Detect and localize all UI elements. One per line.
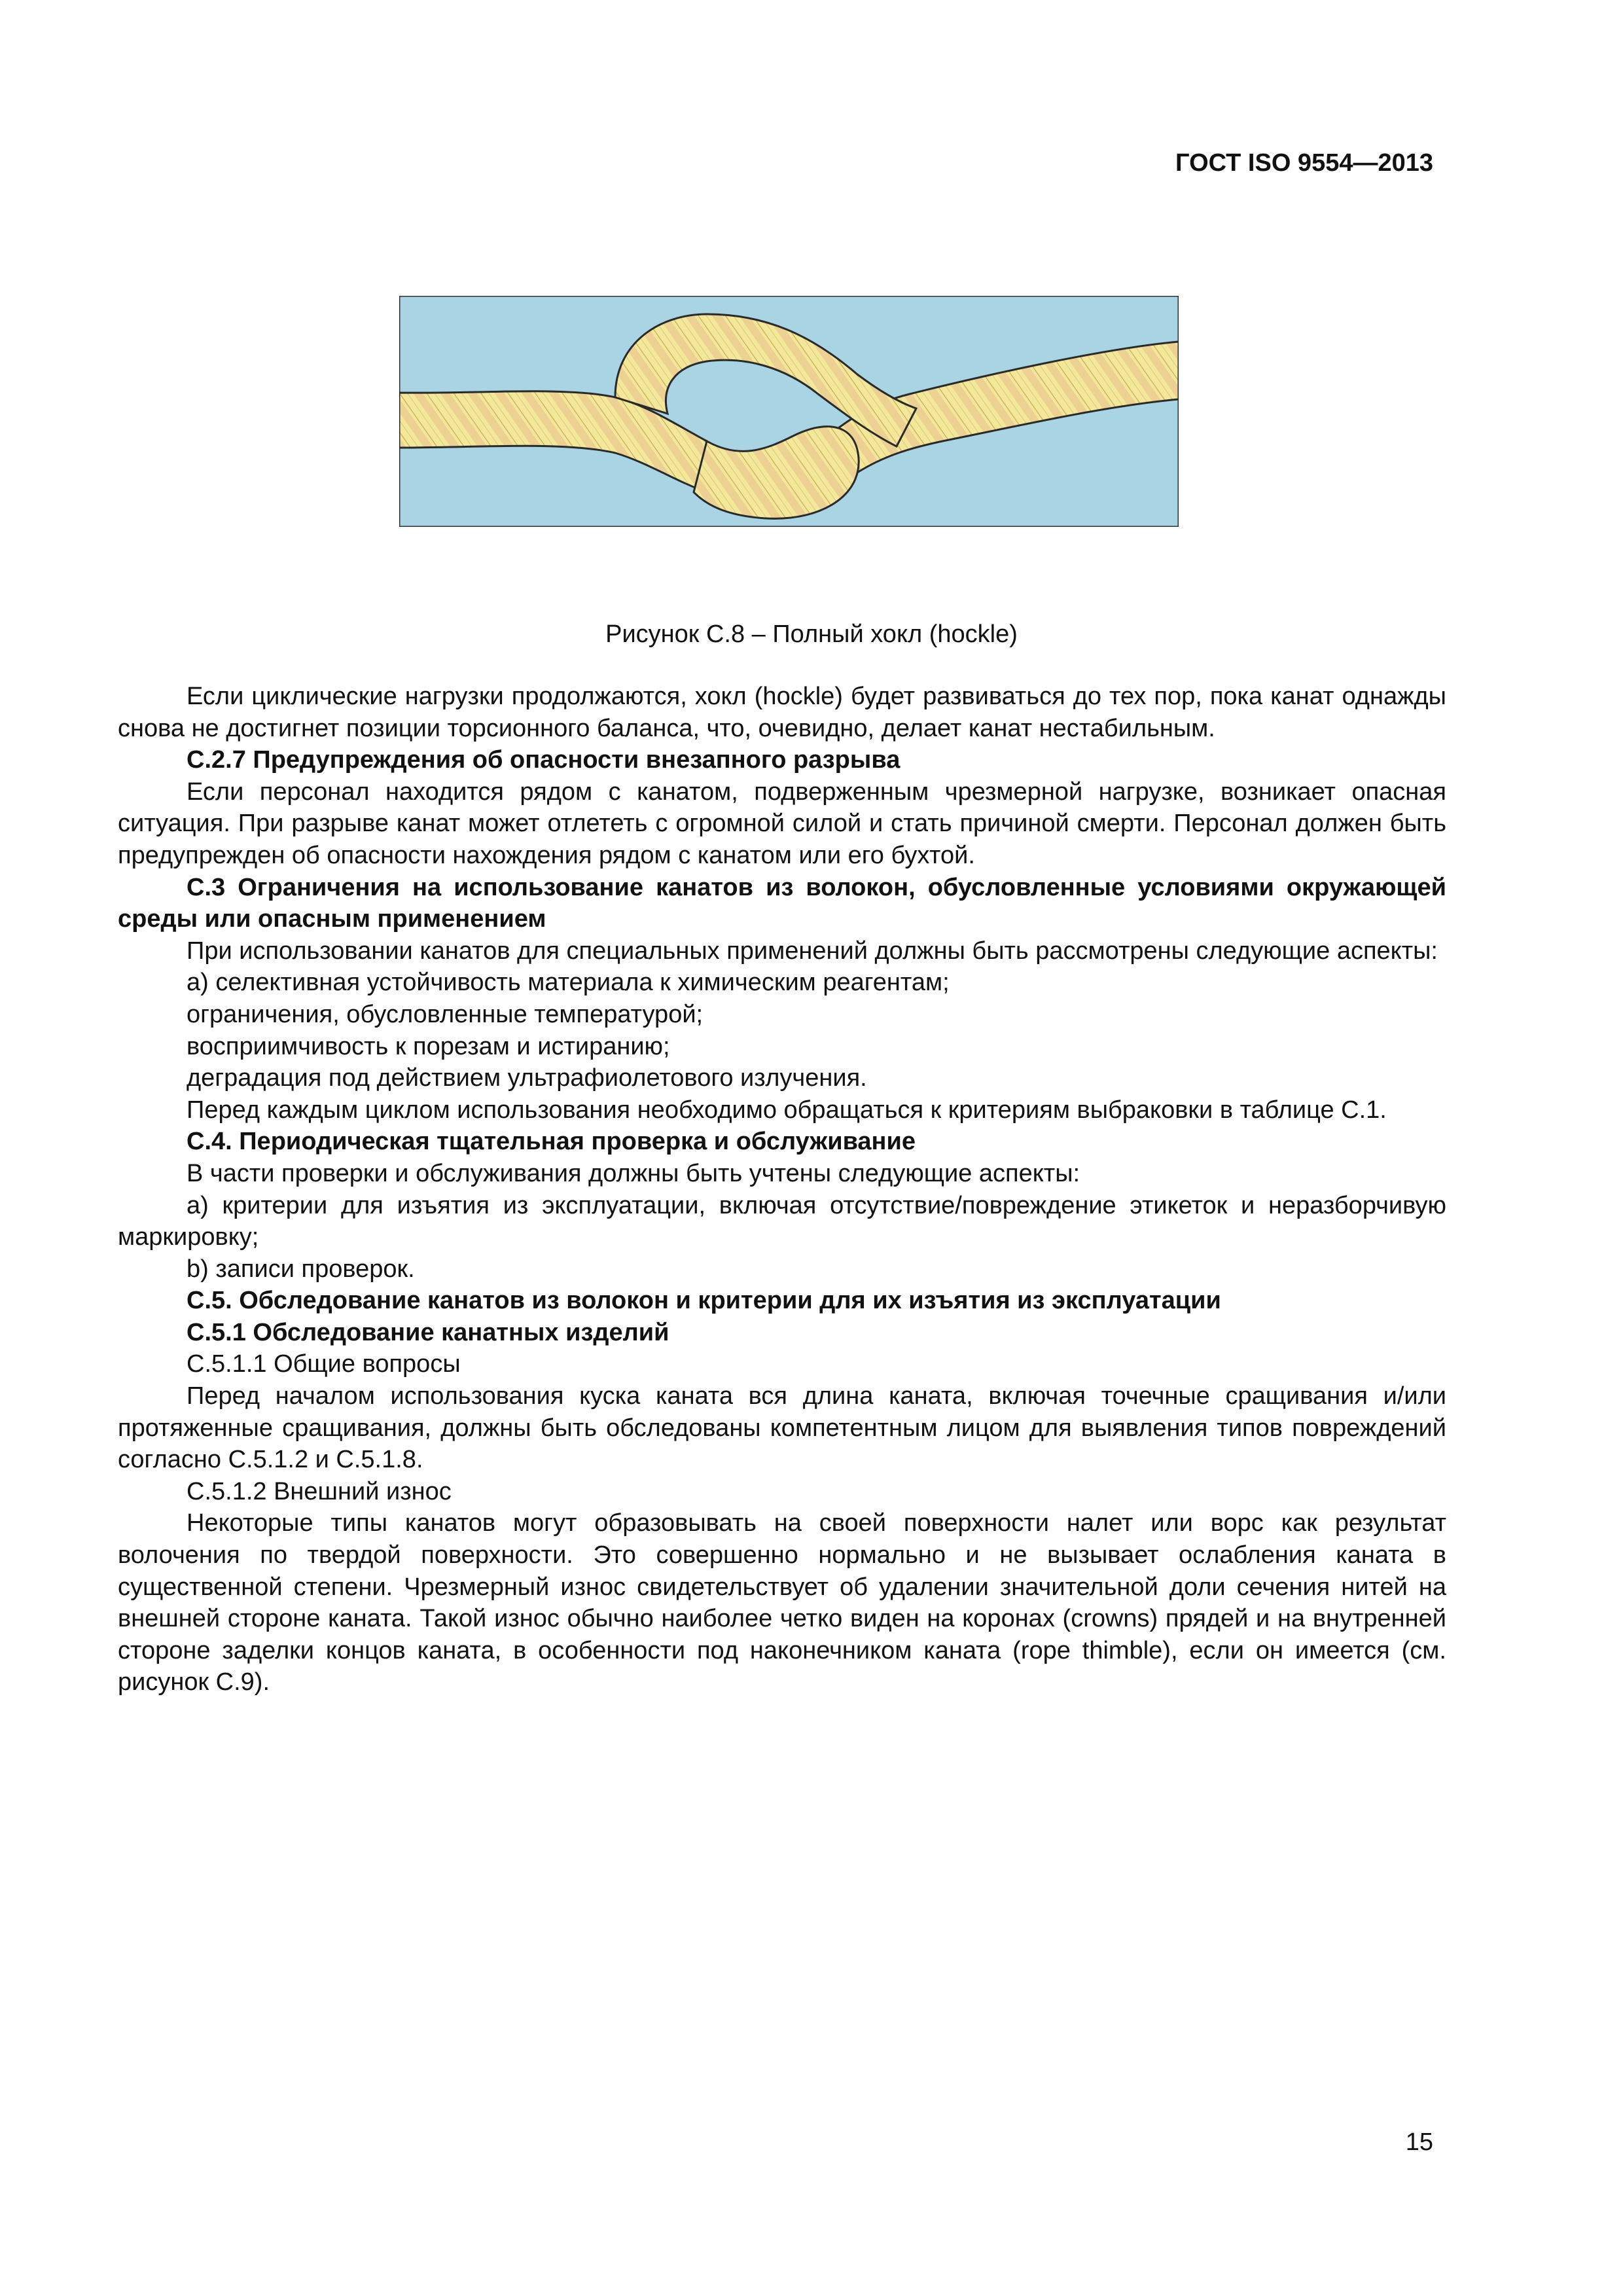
list-item-cuts: восприимчивость к порезам и истиранию; xyxy=(187,1032,670,1060)
rope-hockle-illustration xyxy=(399,296,1179,527)
heading-c27: С.2.7 Предупреждения об опасности внезапного разрыва xyxy=(187,746,901,774)
heading-c5: С.5. Обследование канатов из волокон и критерии для их изъятия из эксплуатации xyxy=(187,1287,1221,1315)
paragraph-hockle-development: Если циклические нагрузки продолжаются, хокл (hockle) будет развиваться до тех пор, пока канат однажды снова не достигнет позиции торсионного баланса, что, очевидно, делает канат нестабильным. xyxy=(118,683,1446,742)
paragraph-general: Перед началом использования куска каната вся длина каната, включая точечные сращивания и/или протяженные сращивания, должны быть обследованы компетентным лицом для выявления типов повреждений согласно С.5.1.2 и С.5.1.8. xyxy=(118,1382,1446,1474)
paragraph-rejection-criteria: Перед каждым циклом использования необходимо обращаться к критериям выбраковки в таблице С.1. xyxy=(187,1096,1387,1124)
paragraph-external-wear: Некоторые типы канатов могут образовывать на своей поверхности налет или ворс как результат волочения по твердой поверхности. Это совершенно нормально и не вызывает ослабления каната в существенной степени. Чрезмерный износ свидетельствует об удалении значительной доли сечения нитей на внешней стороне каната. Такой износ обычно наиболее четко виден на коронах (crowns) прядей и на внутренней стороне заделки концов каната, в особенности под наконечником каната (rope thimble), если он имеется (см. рисунок С.9). xyxy=(118,1509,1446,1696)
heading-c51: С.5.1 Обследование канатных изделий xyxy=(187,1318,669,1346)
page-number: 15 xyxy=(1405,2128,1433,2156)
paragraph-danger: Если персонал находится рядом с канатом, подверженным чрезмерной нагрузке, возникает опасная ситуация. При разрыве канат может отлететь с огромной силой и стать причиной смерти. Персонал должен быть предупрежден об опасности нахождения рядом с канатом или его бухтой. xyxy=(118,778,1446,869)
heading-c4: С.4. Периодическая тщательная проверка и обслуживание xyxy=(187,1128,916,1156)
list-item-uv: деградация под действием ультрафиолетового излучения. xyxy=(187,1064,867,1092)
heading-c3: С.3 Ограничения на использование канатов из волокон, обусловленные условиями окружающей среды или опасным применением xyxy=(118,873,1446,933)
figure-caption: Рисунок С.8 – Полный хокл (hockle) xyxy=(605,620,1018,648)
page-header: ГОСТ ISO 9554—2013 xyxy=(1175,149,1433,177)
body-text xyxy=(118,681,1446,1698)
subheading-c512: С.5.1.2 Внешний износ xyxy=(187,1477,452,1505)
subheading-c511: С.5.1.1 Общие вопросы xyxy=(187,1350,461,1378)
list-item-records: b) записи проверок. xyxy=(187,1255,415,1283)
figure-hockle xyxy=(399,296,1179,527)
list-item-chemical: a) селективная устойчивость материала к химическим реагентам; xyxy=(187,969,950,997)
list-item-withdrawal: a) критерии для изъятия из эксплуатации, включая отсутствие/повреждение этикеток и неразборчивую маркировку; xyxy=(118,1191,1446,1251)
list-item-temperature: ограничения, обусловленные температурой; xyxy=(187,1000,704,1028)
paragraph-aspects: При использовании канатов для специальных применений должны быть рассмотрены следующие аспекты: xyxy=(187,937,1438,965)
paragraph-inspection-aspects: В части проверки и обслуживания должны быть учтены следующие аспекты: xyxy=(187,1159,1080,1187)
